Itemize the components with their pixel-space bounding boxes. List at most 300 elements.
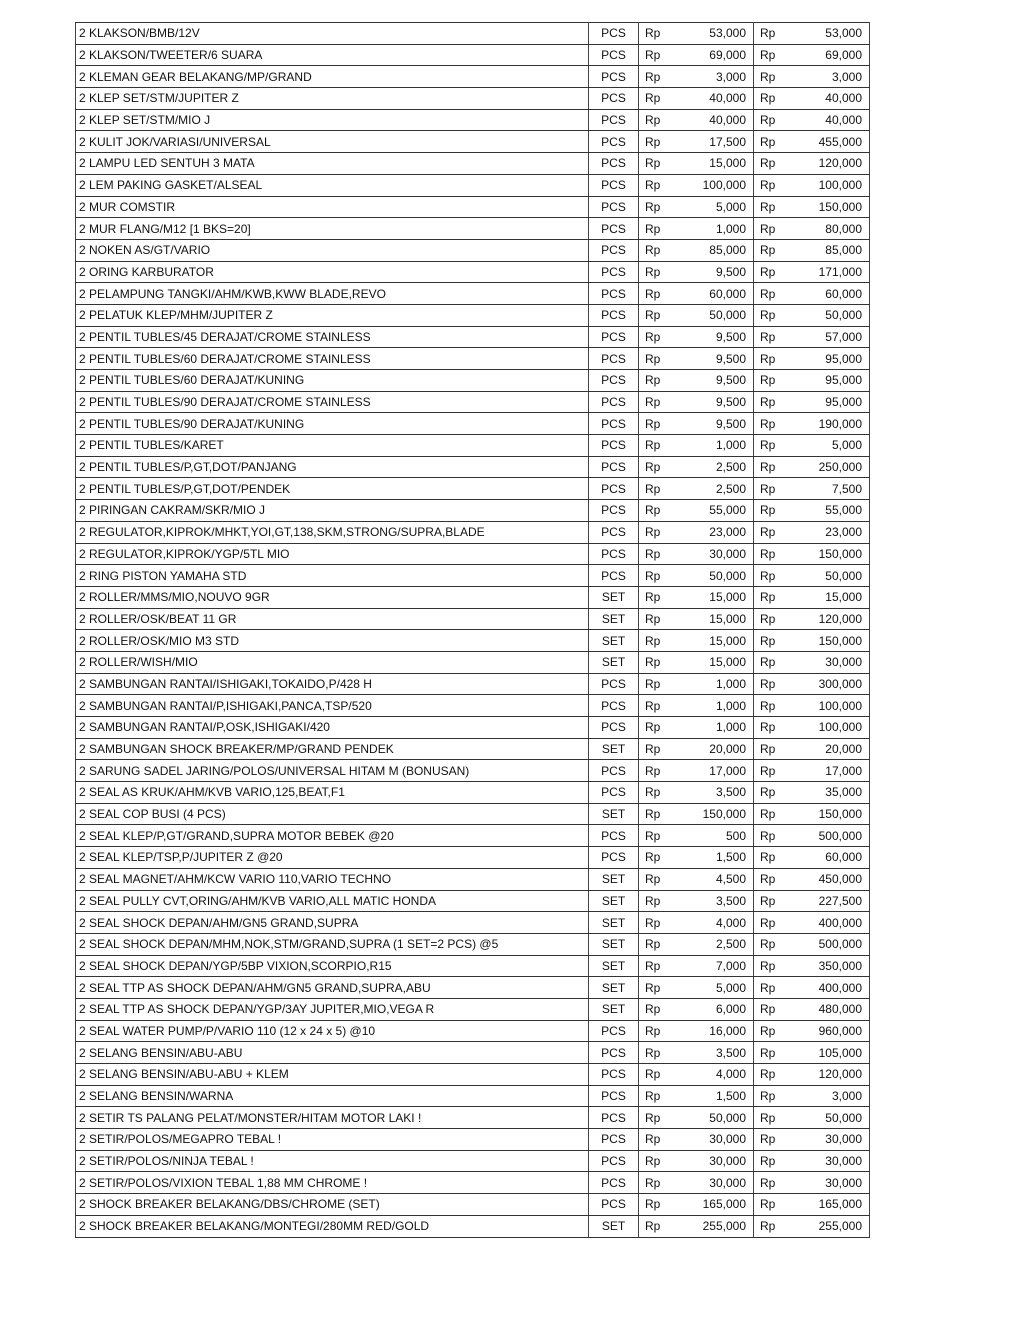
total-price-cell: 480,000 (791, 998, 870, 1020)
item-name-cell: 2 SEAL COP BUSI (4 PCS) (76, 803, 589, 825)
currency-cell: Rp (639, 435, 676, 457)
unit-cell: PCS (589, 1064, 639, 1086)
item-name-cell: 2 REGULATOR,KIPROK/MHKT,YOI,GT,138,SKM,STRONG/SUPRA,BLADE (76, 521, 589, 543)
currency-cell: Rp (754, 1085, 791, 1107)
table-row (76, 1020, 870, 1042)
unit-cell: PCS (589, 1129, 639, 1151)
item-name-cell: 2 PIRINGAN CAKRAM/SKR/MIO J (76, 500, 589, 522)
item-name-cell: 2 SETIR/POLOS/MEGAPRO TEBAL ! (76, 1129, 589, 1151)
item-name-cell: 2 PENTIL TUBLES/45 DERAJAT/CROME STAINLESS (76, 326, 589, 348)
total-price-cell: 50,000 (791, 304, 870, 326)
unit-cell: SET (589, 608, 639, 630)
currency-cell: Rp (639, 370, 676, 392)
unit-price-cell: 9,500 (676, 370, 754, 392)
unit-price-cell: 53,000 (676, 23, 754, 45)
currency-cell: Rp (639, 847, 676, 869)
currency-cell: Rp (639, 109, 676, 131)
total-price-cell: 165,000 (791, 1194, 870, 1216)
item-name-cell: 2 MUR FLANG/M12 [1 BKS=20] (76, 218, 589, 240)
unit-price-cell: 30,000 (676, 1150, 754, 1172)
item-name-cell: 2 SAMBUNGAN RANTAI/P,OSK,ISHIGAKI/420 (76, 717, 589, 739)
item-name-cell: 2 SELANG BENSIN/WARNA (76, 1085, 589, 1107)
currency-cell: Rp (639, 1194, 676, 1216)
currency-cell: Rp (754, 717, 791, 739)
table-row (76, 1107, 870, 1129)
unit-cell: PCS (589, 1194, 639, 1216)
table-row (76, 890, 870, 912)
total-price-cell: 227,500 (791, 890, 870, 912)
item-name-cell: 2 SEAL TTP AS SHOCK DEPAN/AHM/GN5 GRAND,SUPRA,ABU (76, 977, 589, 999)
item-name-cell: 2 SETIR/POLOS/NINJA TEBAL ! (76, 1150, 589, 1172)
total-price-cell: 69,000 (791, 44, 870, 66)
currency-cell: Rp (754, 868, 791, 890)
table-row (76, 370, 870, 392)
unit-price-cell: 2,500 (676, 478, 754, 500)
table-row (76, 283, 870, 305)
unit-price-cell: 3,500 (676, 782, 754, 804)
currency-cell: Rp (754, 695, 791, 717)
unit-price-cell: 3,500 (676, 1042, 754, 1064)
unit-cell: SET (589, 955, 639, 977)
item-name-cell: 2 SAMBUNGAN RANTAI/P,ISHIGAKI,PANCA,TSP/520 (76, 695, 589, 717)
currency-cell: Rp (639, 131, 676, 153)
currency-cell: Rp (754, 153, 791, 175)
total-price-cell: 30,000 (791, 1150, 870, 1172)
currency-cell: Rp (754, 478, 791, 500)
table-row (76, 1064, 870, 1086)
total-price-cell: 57,000 (791, 326, 870, 348)
item-name-cell: 2 SARUNG SADEL JARING/POLOS/UNIVERSAL HITAM M (BONUSAN) (76, 760, 589, 782)
item-name-cell: 2 PELAMPUNG TANGKI/AHM/KWB,KWW BLADE,REVO (76, 283, 589, 305)
currency-cell: Rp (639, 717, 676, 739)
currency-cell: Rp (639, 695, 676, 717)
currency-cell: Rp (754, 131, 791, 153)
unit-price-cell: 23,000 (676, 521, 754, 543)
item-name-cell: 2 KLAKSON/TWEETER/6 SUARA (76, 44, 589, 66)
currency-cell: Rp (754, 1129, 791, 1151)
currency-cell: Rp (754, 1215, 791, 1237)
unit-cell: PCS (589, 88, 639, 110)
total-price-cell: 95,000 (791, 370, 870, 392)
total-price-cell: 5,000 (791, 435, 870, 457)
currency-cell: Rp (639, 543, 676, 565)
currency-cell: Rp (754, 239, 791, 261)
currency-cell: Rp (639, 218, 676, 240)
unit-price-cell: 50,000 (676, 565, 754, 587)
currency-cell: Rp (639, 44, 676, 66)
table-row (76, 174, 870, 196)
unit-price-cell: 9,500 (676, 391, 754, 413)
currency-cell: Rp (639, 803, 676, 825)
unit-cell: PCS (589, 44, 639, 66)
currency-cell: Rp (754, 630, 791, 652)
unit-cell: PCS (589, 565, 639, 587)
currency-cell: Rp (754, 326, 791, 348)
unit-price-cell: 1,000 (676, 435, 754, 457)
currency-cell: Rp (639, 174, 676, 196)
item-name-cell: 2 PENTIL TUBLES/P,GT,DOT/PANJANG (76, 456, 589, 478)
unit-cell: PCS (589, 717, 639, 739)
unit-price-cell: 1,000 (676, 218, 754, 240)
currency-cell: Rp (754, 44, 791, 66)
currency-cell: Rp (754, 543, 791, 565)
total-price-cell: 455,000 (791, 131, 870, 153)
item-name-cell: 2 SEAL SHOCK DEPAN/YGP/5BP VIXION,SCORPIO,R15 (76, 955, 589, 977)
unit-price-cell: 16,000 (676, 1020, 754, 1042)
item-name-cell: 2 REGULATOR,KIPROK/YGP/5TL MIO (76, 543, 589, 565)
currency-cell: Rp (639, 348, 676, 370)
total-price-cell: 17,000 (791, 760, 870, 782)
item-name-cell: 2 SEAL WATER PUMP/P/VARIO 110 (12 x 24 x 5) @10 (76, 1020, 589, 1042)
unit-price-cell: 1,500 (676, 1085, 754, 1107)
unit-cell: PCS (589, 239, 639, 261)
currency-cell: Rp (639, 500, 676, 522)
currency-cell: Rp (754, 847, 791, 869)
unit-price-cell: 9,500 (676, 261, 754, 283)
item-name-cell: 2 NOKEN AS/GT/VARIO (76, 239, 589, 261)
total-price-cell: 53,000 (791, 23, 870, 45)
currency-cell: Rp (754, 933, 791, 955)
total-price-cell: 3,000 (791, 1085, 870, 1107)
unit-cell: PCS (589, 261, 639, 283)
total-price-cell: 120,000 (791, 153, 870, 175)
table-row (76, 543, 870, 565)
table-row (76, 998, 870, 1020)
currency-cell: Rp (754, 890, 791, 912)
table-row (76, 695, 870, 717)
currency-cell: Rp (754, 651, 791, 673)
item-name-cell: 2 SEAL KLEP/P,GT/GRAND,SUPRA MOTOR BEBEK @20 (76, 825, 589, 847)
unit-price-cell: 165,000 (676, 1194, 754, 1216)
item-name-cell: 2 SEAL MAGNET/AHM/KCW VARIO 110,VARIO TECHNO (76, 868, 589, 890)
price-list-sheet (75, 22, 870, 1238)
unit-price-cell: 1,000 (676, 695, 754, 717)
table-row (76, 456, 870, 478)
table-row (76, 825, 870, 847)
item-name-cell: 2 SEAL AS KRUK/AHM/KVB VARIO,125,BEAT,F1 (76, 782, 589, 804)
currency-cell: Rp (639, 1150, 676, 1172)
unit-cell: PCS (589, 847, 639, 869)
table-row (76, 88, 870, 110)
currency-cell: Rp (639, 1020, 676, 1042)
table-row (76, 66, 870, 88)
total-price-cell: 50,000 (791, 1107, 870, 1129)
table-row (76, 1215, 870, 1237)
total-price-cell: 30,000 (791, 1129, 870, 1151)
unit-cell: PCS (589, 283, 639, 305)
currency-cell: Rp (639, 66, 676, 88)
currency-cell: Rp (754, 586, 791, 608)
currency-cell: Rp (639, 890, 676, 912)
table-row (76, 1042, 870, 1064)
currency-cell: Rp (639, 456, 676, 478)
unit-cell: PCS (589, 456, 639, 478)
currency-cell: Rp (639, 782, 676, 804)
item-name-cell: 2 ROLLER/WISH/MIO (76, 651, 589, 673)
currency-cell: Rp (754, 955, 791, 977)
table-row (76, 413, 870, 435)
table-row (76, 565, 870, 587)
table-row (76, 44, 870, 66)
total-price-cell: 40,000 (791, 109, 870, 131)
currency-cell: Rp (639, 521, 676, 543)
currency-cell: Rp (639, 912, 676, 934)
unit-price-cell: 30,000 (676, 1172, 754, 1194)
table-row (76, 239, 870, 261)
unit-cell: PCS (589, 196, 639, 218)
total-price-cell: 3,000 (791, 66, 870, 88)
item-name-cell: 2 SEAL PULLY CVT,ORING/AHM/KVB VARIO,ALL MATIC HONDA (76, 890, 589, 912)
unit-price-cell: 2,500 (676, 933, 754, 955)
table-row (76, 868, 870, 890)
total-price-cell: 105,000 (791, 1042, 870, 1064)
total-price-cell: 30,000 (791, 651, 870, 673)
unit-price-cell: 100,000 (676, 174, 754, 196)
table-row (76, 717, 870, 739)
unit-price-cell: 15,000 (676, 153, 754, 175)
currency-cell: Rp (639, 1042, 676, 1064)
unit-cell: SET (589, 586, 639, 608)
unit-price-cell: 1,000 (676, 717, 754, 739)
unit-cell: PCS (589, 391, 639, 413)
unit-cell: PCS (589, 782, 639, 804)
currency-cell: Rp (639, 283, 676, 305)
currency-cell: Rp (754, 760, 791, 782)
item-name-cell: 2 SETIR TS PALANG PELAT/MONSTER/HITAM MOTOR LAKI ! (76, 1107, 589, 1129)
total-price-cell: 250,000 (791, 456, 870, 478)
unit-cell: PCS (589, 413, 639, 435)
currency-cell: Rp (754, 218, 791, 240)
total-price-cell: 50,000 (791, 565, 870, 587)
total-price-cell: 60,000 (791, 283, 870, 305)
unit-cell: PCS (589, 304, 639, 326)
unit-cell: PCS (589, 326, 639, 348)
currency-cell: Rp (639, 153, 676, 175)
unit-cell: PCS (589, 109, 639, 131)
currency-cell: Rp (639, 1129, 676, 1151)
currency-cell: Rp (639, 998, 676, 1020)
currency-cell: Rp (639, 1215, 676, 1237)
item-name-cell: 2 SAMBUNGAN SHOCK BREAKER/MP/GRAND PENDEK (76, 738, 589, 760)
currency-cell: Rp (639, 608, 676, 630)
table-row (76, 782, 870, 804)
item-name-cell: 2 KULIT JOK/VARIASI/UNIVERSAL (76, 131, 589, 153)
currency-cell: Rp (754, 912, 791, 934)
currency-cell: Rp (754, 782, 791, 804)
currency-cell: Rp (754, 1194, 791, 1216)
table-row (76, 760, 870, 782)
unit-cell: PCS (589, 153, 639, 175)
currency-cell: Rp (754, 109, 791, 131)
currency-cell: Rp (754, 1172, 791, 1194)
unit-cell: PCS (589, 478, 639, 500)
table-row (76, 847, 870, 869)
table-row (76, 673, 870, 695)
total-price-cell: 150,000 (791, 196, 870, 218)
table-row (76, 955, 870, 977)
unit-cell: SET (589, 890, 639, 912)
unit-cell: PCS (589, 1172, 639, 1194)
currency-cell: Rp (639, 955, 676, 977)
unit-price-cell: 30,000 (676, 1129, 754, 1151)
item-name-cell: 2 SEAL SHOCK DEPAN/AHM/GN5 GRAND,SUPRA (76, 912, 589, 934)
currency-cell: Rp (754, 435, 791, 457)
unit-cell: SET (589, 998, 639, 1020)
unit-cell: PCS (589, 1150, 639, 1172)
unit-cell: SET (589, 651, 639, 673)
item-name-cell: 2 ROLLER/OSK/BEAT 11 GR (76, 608, 589, 630)
item-name-cell: 2 ORING KARBURATOR (76, 261, 589, 283)
total-price-cell: 95,000 (791, 391, 870, 413)
currency-cell: Rp (754, 174, 791, 196)
unit-price-cell: 7,000 (676, 955, 754, 977)
unit-cell: PCS (589, 695, 639, 717)
item-name-cell: 2 PENTIL TUBLES/90 DERAJAT/KUNING (76, 413, 589, 435)
item-name-cell: 2 LEM PAKING GASKET/ALSEAL (76, 174, 589, 196)
unit-cell: PCS (589, 1020, 639, 1042)
total-price-cell: 120,000 (791, 608, 870, 630)
item-name-cell: 2 SELANG BENSIN/ABU-ABU (76, 1042, 589, 1064)
total-price-cell: 80,000 (791, 218, 870, 240)
unit-price-cell: 5,000 (676, 196, 754, 218)
table-row (76, 1129, 870, 1151)
currency-cell: Rp (639, 825, 676, 847)
currency-cell: Rp (754, 1064, 791, 1086)
table-row (76, 348, 870, 370)
currency-cell: Rp (639, 1107, 676, 1129)
currency-cell: Rp (754, 825, 791, 847)
table-row (76, 304, 870, 326)
unit-cell: PCS (589, 673, 639, 695)
currency-cell: Rp (639, 23, 676, 45)
unit-cell: PCS (589, 1085, 639, 1107)
unit-cell: SET (589, 1215, 639, 1237)
currency-cell: Rp (639, 630, 676, 652)
unit-price-cell: 50,000 (676, 304, 754, 326)
table-row (76, 196, 870, 218)
unit-cell: PCS (589, 370, 639, 392)
unit-price-cell: 1,000 (676, 673, 754, 695)
unit-price-cell: 1,500 (676, 847, 754, 869)
currency-cell: Rp (754, 370, 791, 392)
table-row (76, 435, 870, 457)
table-row (76, 109, 870, 131)
unit-cell: PCS (589, 500, 639, 522)
unit-price-cell: 4,000 (676, 912, 754, 934)
currency-cell: Rp (754, 348, 791, 370)
currency-cell: Rp (754, 977, 791, 999)
currency-cell: Rp (639, 565, 676, 587)
total-price-cell: 300,000 (791, 673, 870, 695)
item-name-cell: 2 KLEP SET/STM/MIO J (76, 109, 589, 131)
item-name-cell: 2 SELANG BENSIN/ABU-ABU + KLEM (76, 1064, 589, 1086)
table-row (76, 261, 870, 283)
total-price-cell: 20,000 (791, 738, 870, 760)
table-row (76, 933, 870, 955)
item-name-cell: 2 SHOCK BREAKER BELAKANG/MONTEGI/280MM RED/GOLD (76, 1215, 589, 1237)
unit-price-cell: 30,000 (676, 543, 754, 565)
table-row (76, 738, 870, 760)
unit-price-cell: 9,500 (676, 326, 754, 348)
item-name-cell: 2 PENTIL TUBLES/90 DERAJAT/CROME STAINLESS (76, 391, 589, 413)
table-row (76, 23, 870, 45)
total-price-cell: 400,000 (791, 912, 870, 934)
unit-price-cell: 15,000 (676, 651, 754, 673)
total-price-cell: 450,000 (791, 868, 870, 890)
item-name-cell: 2 SAMBUNGAN RANTAI/ISHIGAKI,TOKAIDO,P/428 H (76, 673, 589, 695)
unit-cell: SET (589, 738, 639, 760)
unit-price-cell: 50,000 (676, 1107, 754, 1129)
total-price-cell: 100,000 (791, 174, 870, 196)
table-row (76, 803, 870, 825)
unit-price-cell: 5,000 (676, 977, 754, 999)
table-row (76, 1150, 870, 1172)
table-row (76, 651, 870, 673)
unit-cell: PCS (589, 174, 639, 196)
total-price-cell: 255,000 (791, 1215, 870, 1237)
unit-price-cell: 15,000 (676, 586, 754, 608)
total-price-cell: 85,000 (791, 239, 870, 261)
table-row (76, 131, 870, 153)
total-price-cell: 100,000 (791, 717, 870, 739)
total-price-cell: 120,000 (791, 1064, 870, 1086)
currency-cell: Rp (639, 933, 676, 955)
item-name-cell: 2 MUR COMSTIR (76, 196, 589, 218)
currency-cell: Rp (754, 196, 791, 218)
item-name-cell: 2 SETIR/POLOS/VIXION TEBAL 1,88 MM CHROME ! (76, 1172, 589, 1194)
unit-price-cell: 150,000 (676, 803, 754, 825)
item-name-cell: 2 PELATUK KLEP/MHM/JUPITER Z (76, 304, 589, 326)
currency-cell: Rp (754, 1020, 791, 1042)
item-name-cell: 2 PENTIL TUBLES/60 DERAJAT/CROME STAINLESS (76, 348, 589, 370)
unit-price-cell: 4,000 (676, 1064, 754, 1086)
table-row (76, 630, 870, 652)
total-price-cell: 500,000 (791, 933, 870, 955)
table-row (76, 608, 870, 630)
currency-cell: Rp (639, 326, 676, 348)
currency-cell: Rp (639, 1172, 676, 1194)
table-row (76, 521, 870, 543)
item-name-cell: 2 PENTIL TUBLES/60 DERAJAT/KUNING (76, 370, 589, 392)
total-price-cell: 171,000 (791, 261, 870, 283)
total-price-cell: 150,000 (791, 630, 870, 652)
unit-cell: PCS (589, 66, 639, 88)
total-price-cell: 60,000 (791, 847, 870, 869)
item-name-cell: 2 SHOCK BREAKER BELAKANG/DBS/CHROME (SET) (76, 1194, 589, 1216)
table-row (76, 586, 870, 608)
item-name-cell: 2 LAMPU LED SENTUH 3 MATA (76, 153, 589, 175)
total-price-cell: 100,000 (791, 695, 870, 717)
total-price-cell: 30,000 (791, 1172, 870, 1194)
unit-cell: PCS (589, 1107, 639, 1129)
item-name-cell: 2 KLAKSON/BMB/12V (76, 23, 589, 45)
total-price-cell: 40,000 (791, 88, 870, 110)
table-row (76, 391, 870, 413)
currency-cell: Rp (639, 261, 676, 283)
unit-price-cell: 9,500 (676, 413, 754, 435)
currency-cell: Rp (754, 456, 791, 478)
unit-price-cell: 15,000 (676, 608, 754, 630)
table-row (76, 912, 870, 934)
item-name-cell: 2 SEAL SHOCK DEPAN/MHM,NOK,STM/GRAND,SUPRA (1 SET=2 PCS) @5 (76, 933, 589, 955)
item-name-cell: 2 SEAL KLEP/TSP,P/JUPITER Z @20 (76, 847, 589, 869)
table-row (76, 478, 870, 500)
currency-cell: Rp (754, 803, 791, 825)
unit-price-cell: 40,000 (676, 88, 754, 110)
item-name-cell: 2 PENTIL TUBLES/KARET (76, 435, 589, 457)
unit-cell: PCS (589, 1042, 639, 1064)
currency-cell: Rp (754, 88, 791, 110)
